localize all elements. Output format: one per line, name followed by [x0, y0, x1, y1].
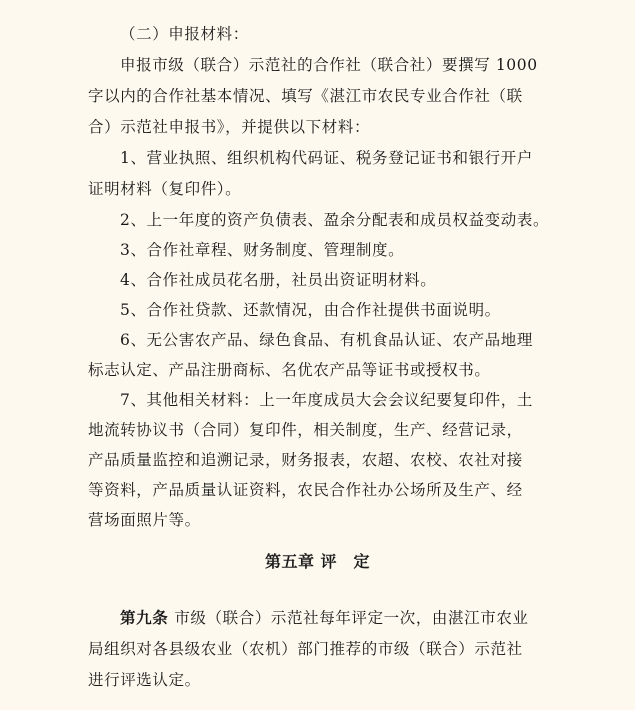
intro-line-2: 字以内的合作社基本情况、填写《湛江市农民专业合作社（联	[88, 87, 523, 105]
article-9-label: 第九条	[120, 609, 169, 627]
item-1-line-2: 证明材料（复印件）。	[88, 180, 242, 198]
chapter-heading: 第五章 评 定	[264, 552, 371, 571]
article-9-line-1	[120, 608, 529, 628]
item-2-line-1: 2、上一年度的资产负债表、盈余分配表和成员权益变动表。	[120, 211, 550, 229]
item-6-line-2: 标志认定、产品注册商标、名优农产品等证书或授权书。	[88, 361, 491, 379]
item-7-line-4: 等资料，产品质量认证资料，农民合作社办公场所及生产、经	[88, 481, 523, 499]
article-9-line-3: 进行评选认定。	[88, 671, 201, 689]
item-5-line-1: 5、合作社贷款、还款情况，由合作社提供书面说明。	[120, 301, 501, 319]
item-4-line-1: 4、合作社成员花名册，社员出资证明材料。	[120, 271, 437, 289]
article-9-line-2: 局组织对各县级农业（农机）部门推荐的市级（联合）示范社	[88, 640, 523, 658]
item-7-line-2: 地流转协议书（合同）复印件，相关制度，生产、经营记录，	[88, 421, 523, 439]
item-7-line-5: 营场面照片等。	[88, 511, 201, 529]
intro-line-3: 合）示范社申报书》，并提供以下材料：	[88, 118, 371, 136]
item-3-line-1: 3、合作社章程、财务制度、管理制度。	[120, 241, 405, 259]
section-title: （二）申报材料：	[120, 25, 249, 43]
item-7-line-1: 7、其他相关材料：上一年度成员大会会议纪要复印件，土	[120, 391, 533, 409]
article-9-text-1: 市级（联合）示范社每年评定一次，由湛江市农业	[174, 609, 529, 627]
intro-line-1: 申报市级（联合）示范社的合作社（联合社）要撰写 1000	[120, 56, 538, 74]
item-1-line-1: 1、营业执照、组织机构代码证、税务登记证书和银行开户	[120, 149, 533, 167]
item-7-line-3: 产品质量监控和追溯记录，财务报表，农超、农校、农社对接	[88, 451, 523, 469]
item-6-line-1: 6、无公害农产品、绿色食品、有机食品认证、农产品地理	[120, 331, 533, 349]
